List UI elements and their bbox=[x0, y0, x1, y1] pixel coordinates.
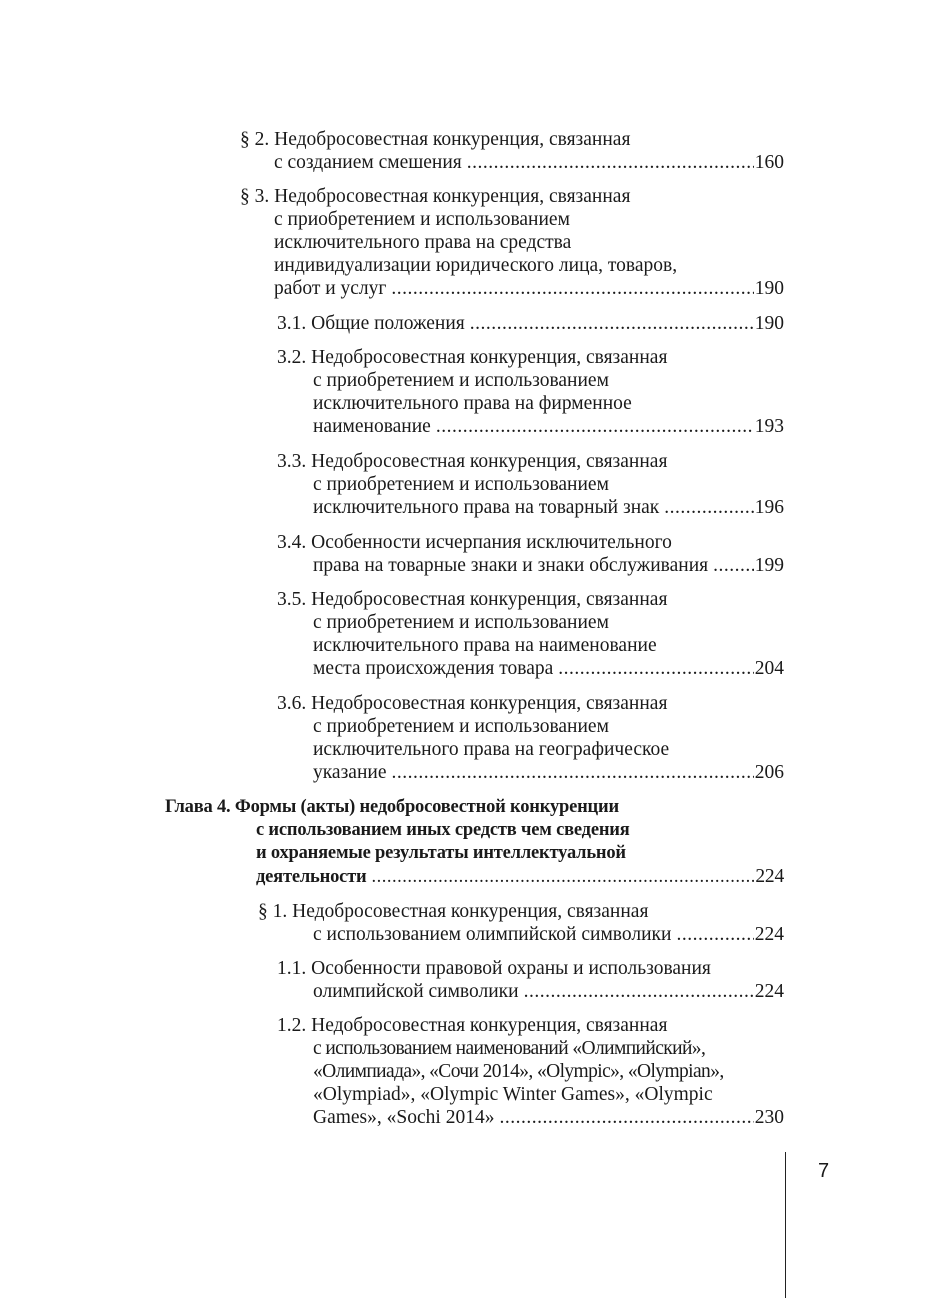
toc-entry-title-line: 1.2. Недобросовестная конкуренция, связанная bbox=[277, 1015, 668, 1036]
toc-entry-title-line: индивидуализации юридического лица, товаров, bbox=[274, 255, 678, 276]
toc-entry-title-line: «Олимпиада», «Сочи 2014», «Olympic», «Olympian», bbox=[313, 1061, 724, 1082]
toc-entry-section-2 bbox=[240, 128, 784, 174]
toc-entry-title-line: права на товарные знаки и знаки обслуживания bbox=[313, 555, 709, 576]
dot-leader bbox=[524, 980, 754, 1003]
toc-entry-section-3 bbox=[240, 185, 784, 300]
page-number: 204 bbox=[754, 658, 784, 679]
page-number: 199 bbox=[754, 555, 784, 576]
dot-leader bbox=[372, 866, 755, 889]
folio-page-number: 7 bbox=[818, 1160, 830, 1182]
page-number: 190 bbox=[754, 313, 784, 334]
toc-entry-title-line: с приобретением и использованием bbox=[313, 716, 609, 737]
toc-entry-title-line: указание bbox=[313, 762, 387, 783]
dot-leader bbox=[499, 1106, 753, 1129]
toc-entry-title-line: § 1. Недобросовестная конкуренция, связанная bbox=[258, 901, 649, 922]
toc-entry-title-line: 3.1. Общие положения bbox=[277, 313, 465, 334]
toc-entry-subsection-1-1 bbox=[277, 957, 784, 1003]
toc-entry-title-line: 1.1. Особенности правовой охраны и использования bbox=[277, 958, 711, 979]
toc-entry-title-line: 3.2. Недобросовестная конкуренция, связанная bbox=[277, 347, 668, 368]
page-number: 193 bbox=[754, 416, 784, 437]
toc-entry-title-line: 3.6. Недобросовестная конкуренция, связанная bbox=[277, 693, 668, 714]
toc-entry-title-line: исключительного права на географическое bbox=[313, 739, 670, 760]
toc-entry-chapter-4-section-1 bbox=[258, 900, 784, 946]
toc-entry-title-line: 3.3. Недобросовестная конкуренция, связанная bbox=[277, 451, 668, 472]
toc-entry-title-line: § 3. Недобросовестная конкуренция, связанная bbox=[240, 186, 631, 207]
toc-entry-subsection-3-2 bbox=[277, 346, 784, 438]
page-number: 190 bbox=[754, 278, 784, 299]
toc-entry-title-line: с использованием олимпийской символики bbox=[313, 924, 672, 945]
dot-leader bbox=[391, 761, 753, 784]
toc-entry-title-line: олимпийской символики bbox=[313, 981, 519, 1002]
page-number: 160 bbox=[754, 152, 784, 173]
toc-entry-subsection-3-1 bbox=[277, 312, 784, 335]
toc-entry-title-line: с приобретением и использованием bbox=[313, 612, 609, 633]
toc-entry-title-line: 3.5. Недобросовестная конкуренция, связанная bbox=[277, 589, 668, 610]
dot-leader bbox=[467, 151, 754, 174]
dot-leader bbox=[558, 657, 753, 680]
toc-entry-title-line: исключительного права на фирменное bbox=[313, 393, 632, 414]
toc-entry-title-line: с приобретением и использованием bbox=[313, 474, 609, 495]
page-number: 230 bbox=[754, 1107, 784, 1128]
toc-entry-title-line: наименование bbox=[313, 416, 431, 437]
toc-entry-subsection-3-3 bbox=[277, 450, 784, 519]
toc-entry-title-line: «Olympiad», «Olympic Winter Games», «Olympic bbox=[313, 1084, 713, 1105]
toc-entry-title-line: исключительного права на наименование bbox=[313, 635, 657, 656]
page-number: 196 bbox=[754, 497, 784, 518]
dot-leader bbox=[713, 554, 754, 577]
page-number: 224 bbox=[754, 924, 784, 945]
page-number: 224 bbox=[754, 981, 784, 1002]
toc-entry-subsection-3-5 bbox=[277, 588, 784, 680]
toc-entry-subsection-1-2 bbox=[277, 1014, 784, 1129]
toc-entry-subsection-3-6 bbox=[277, 692, 784, 784]
toc-entry-title-line: с приобретением и использованием bbox=[274, 209, 570, 230]
dot-leader bbox=[470, 312, 754, 335]
toc-entry-title-line: с приобретением и использованием bbox=[313, 370, 609, 391]
toc-entry-title-line: деятельности bbox=[256, 867, 367, 887]
toc-entry-title-line: с созданием смешения bbox=[274, 152, 462, 173]
toc-entry-title-line: Глава 4. Формы (акты) недобросовестной конкуренции bbox=[165, 797, 619, 817]
folio-rule bbox=[785, 1152, 786, 1298]
toc-entry-title-line: исключительного права на товарный знак bbox=[313, 497, 660, 518]
toc-entry-title-line: § 2. Недобросовестная конкуренция, связанная bbox=[240, 129, 631, 150]
toc-entry-title-line: с использованием иных средств чем сведения bbox=[256, 820, 630, 840]
dot-leader bbox=[676, 923, 753, 946]
page-number: 206 bbox=[754, 762, 784, 783]
toc-entry-title-line: Games», «Sochi 2014» bbox=[313, 1107, 495, 1128]
toc-entry-title-line: исключительного права на средства bbox=[274, 232, 572, 253]
toc-entry-subsection-3-4 bbox=[277, 531, 784, 577]
toc-entry-title-line: с использованием наименований «Олимпийский», bbox=[313, 1038, 706, 1059]
dot-leader bbox=[391, 277, 753, 300]
toc-entry-title-line: работ и услуг bbox=[274, 278, 387, 299]
toc-entry-title-line: 3.4. Особенности исчерпания исключительного bbox=[277, 532, 672, 553]
page-number: 224 bbox=[755, 866, 784, 887]
toc-entry-title-line: и охраняемые результаты интеллектуальной bbox=[256, 843, 626, 863]
toc-entry-title-line: места происхождения товара bbox=[313, 658, 554, 679]
toc-entry-chapter-4 bbox=[165, 796, 784, 889]
dot-leader bbox=[436, 415, 754, 438]
dot-leader bbox=[664, 496, 753, 519]
